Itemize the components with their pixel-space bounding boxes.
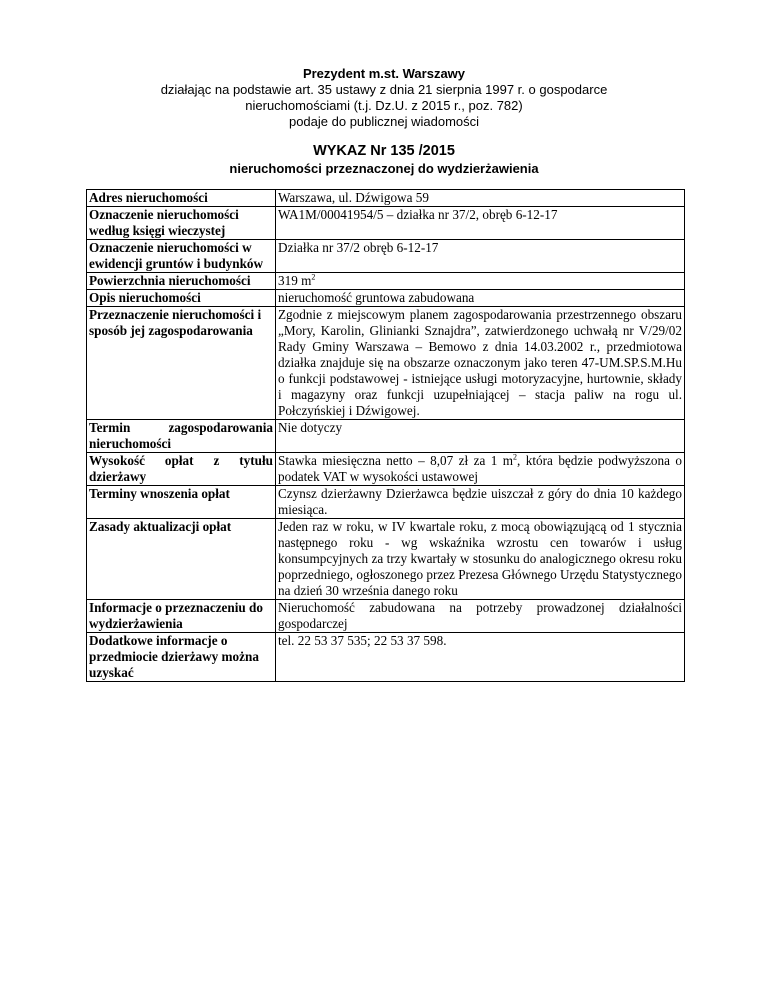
row-address <box>87 190 685 207</box>
document-title: WYKAZ Nr 135 /2015 <box>313 143 455 159</box>
row-lease-purpose <box>87 600 685 633</box>
legal-basis-line-1: działając na podstawie art. 35 ustawy z dnia 21 sierpnia 1997 r. o gospodarce <box>160 82 608 97</box>
purpose-value: Zgodnie z miejscowym planem zagospodarowania przestrzennego obszaru „Mory, Karolin, Glinianki Sznajdra”, zatwierdzonego uchwałą nr V/29/02 Rady Gminy Warszawa – Bemowo z dnia 14.03.2002 r., przedmiotowa działka znajduje się na obszarze oznaczonym jako teren 47-UM.SP.S.M.Hu o funkcji podstawowej - istniejące usługi motoryzacyjne, hurtownie, składy i magazyny oraz funkcji uzupełniającej – stacja paliw na rogu ul. Połczyńskiej i Dźwigowej. <box>276 307 685 420</box>
document-subtitle: nieruchomości przeznaczonej do wydzierżawienia <box>229 161 539 176</box>
row-payment-terms <box>87 486 685 519</box>
row-description <box>87 290 685 307</box>
address-label: Adres nieruchomości <box>87 190 276 207</box>
lease-fee-value-part-2: , która będzie podwyższona o podatek VAT w wysokości ustawowej <box>278 453 682 484</box>
description-label: Opis nieruchomości <box>87 290 276 307</box>
payment-terms-label: Terminy wnoszenia opłat <box>87 486 276 519</box>
announcement-header <box>0 66 768 130</box>
property-details-table <box>86 189 685 682</box>
development-deadline-label: Termin zagospodarowania nieruchomości <box>87 420 276 453</box>
lease-fee-label: Wysokość opłat z tytułu dzierżawy <box>87 453 276 486</box>
cadastre-value: Działka nr 37/2 obręb 6-12-17 <box>276 240 685 273</box>
row-development-deadline <box>87 420 685 453</box>
fee-update-label: Zasady aktualizacji opłat <box>87 519 276 600</box>
legal-basis-line-3: podaje do publicznej wiadomości <box>288 114 480 129</box>
contact-value: tel. 22 53 37 535; 22 53 37 598. <box>276 633 685 682</box>
row-area <box>87 273 685 290</box>
row-cadastre <box>87 240 685 273</box>
row-lease-fee <box>87 453 685 486</box>
row-fee-update <box>87 519 685 600</box>
lease-purpose-label: Informacje o przeznaczeniu do wydzierżawienia <box>87 600 276 633</box>
development-deadline-value: Nie dotyczy <box>276 420 685 453</box>
lease-fee-value-cell <box>276 453 685 486</box>
area-unit-exponent: 2 <box>311 272 316 282</box>
title-block <box>0 142 768 177</box>
row-land-register <box>87 207 685 240</box>
area-value-cell <box>276 273 685 290</box>
fee-update-value: Jeden raz w roku, w IV kwartale roku, z mocą obowiązującą od 1 stycznia następnego roku - wg wskaźnika wzrostu cen towarów i usług konsumpcyjnych za trzy kwartały w stosunku do analogicznego okresu roku poprzedniego, ogłoszonego przez Prezesa Głównego Urzędu Statystycznego na dzień 30 września danego roku <box>276 519 685 600</box>
row-contact <box>87 633 685 682</box>
cadastre-label: Oznaczenie nieruchomości w ewidencji gruntów i budynków <box>87 240 276 273</box>
payment-terms-value: Czynsz dzierżawny Dzierżawca będzie uiszczał z góry do dnia 10 każdego miesiąca. <box>276 486 685 519</box>
purpose-label: Przeznaczenie nieruchomości i sposób jej zagospodarowania <box>87 307 276 420</box>
area-label: Powierzchnia nieruchomości <box>87 273 276 290</box>
area-value: 319 m <box>278 273 312 288</box>
contact-label: Dodatkowe informacje o przedmiocie dzierżawy można uzyskać <box>87 633 276 682</box>
land-register-value: WA1M/00041954/5 – działka nr 37/2, obręb 6-12-17 <box>276 207 685 240</box>
legal-basis-line-2: nieruchomościami (t.j. Dz.U. z 2015 r., poz. 782) <box>245 98 523 113</box>
issuer-line: Prezydent m.st. Warszawy <box>302 66 466 81</box>
description-value: nieruchomość gruntowa zabudowana <box>276 290 685 307</box>
row-purpose <box>87 307 685 420</box>
lease-fee-unit-exponent: 2 <box>513 452 518 462</box>
lease-purpose-value: Nieruchomość zabudowana na potrzeby prowadzonej działalności gospodarczej <box>276 600 685 633</box>
lease-fee-value-part-1: Stawka miesięczna netto – 8,07 zł za 1 m <box>278 453 514 468</box>
address-value: Warszawa, ul. Dźwigowa 59 <box>276 190 685 207</box>
land-register-label: Oznaczenie nieruchomości według księgi wieczystej <box>87 207 276 240</box>
